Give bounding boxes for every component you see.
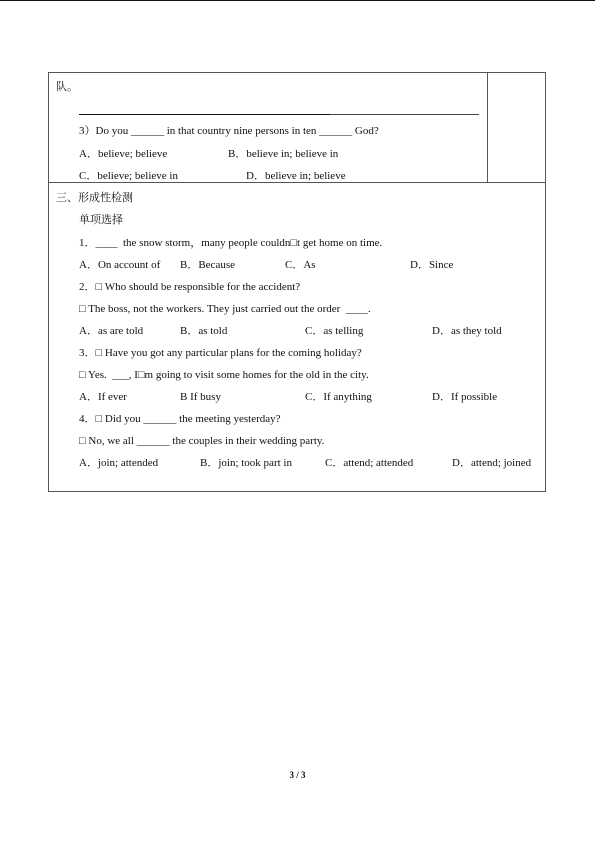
question-1-option-d: D．Since xyxy=(410,259,454,271)
question-3-option-b: B．believe in; believe in xyxy=(228,148,339,160)
question-3b-option-a: A．If ever xyxy=(79,391,127,403)
question-3-option-a: A．believe; believe xyxy=(79,148,168,160)
question-3b-stem: 3．□ Have you got any particular plans for the coming holiday? xyxy=(79,347,362,359)
question-1-option-a: A．On account of xyxy=(79,259,161,271)
question-3-option-d: D．believe in; believe xyxy=(246,170,346,182)
section-three-heading: 三、形成性检测 xyxy=(56,192,133,204)
continuation-heading: 队。 xyxy=(56,81,78,93)
question-2-option-c: C．as telling xyxy=(305,325,364,337)
question-4-option-b: B．join; took part in xyxy=(200,457,292,469)
answer-line-bold xyxy=(79,114,330,115)
question-2-option-b: B．as told xyxy=(180,325,228,337)
question-4-option-d: D．attend; joined xyxy=(452,457,532,469)
question-3-option-c: C．believe; believe in xyxy=(79,170,178,182)
answer-line-thin xyxy=(330,114,479,115)
question-1-option-b: B．Because xyxy=(180,259,235,271)
page-number: 3 / 3 xyxy=(289,770,306,780)
question-2-option-d: D．as they told xyxy=(432,325,502,337)
question-3b-option-c: C．If anything xyxy=(305,391,372,403)
question-3-stem: 3）Do you ______ in that country nine persons in ten ______ God? xyxy=(79,125,379,137)
question-3b-reply: □ Yes. ___, I□m going to visit some homes for the old in the city. xyxy=(79,369,369,381)
question-4-stem: 4．□ Did you ______ the meeting yesterday? xyxy=(79,413,281,425)
question-2-option-a: A．as are told xyxy=(79,325,144,337)
question-2-stem: 2．□ Who should be responsible for the accident? xyxy=(79,281,301,293)
question-1-stem: 1．____ the snow storm，many people couldn□t get home on time. xyxy=(79,237,383,249)
question-3b-option-d: D．If possible xyxy=(432,391,498,403)
question-4-option-a: A．join; attended xyxy=(79,457,159,469)
column-divider xyxy=(487,73,488,182)
question-4-option-c: C．attend; attended xyxy=(325,457,414,469)
question-1-option-c: C．As xyxy=(285,259,316,271)
section-three-subheading: 单项选择 xyxy=(79,214,123,226)
question-3b-option-b: B If busy xyxy=(180,391,221,403)
page-top-border xyxy=(0,0,595,1)
question-2-reply: □ The boss, not the workers. They just carried out the order ____. xyxy=(79,303,371,315)
question-4-reply: □ No, we all ______ the couples in their wedding party. xyxy=(79,435,325,447)
